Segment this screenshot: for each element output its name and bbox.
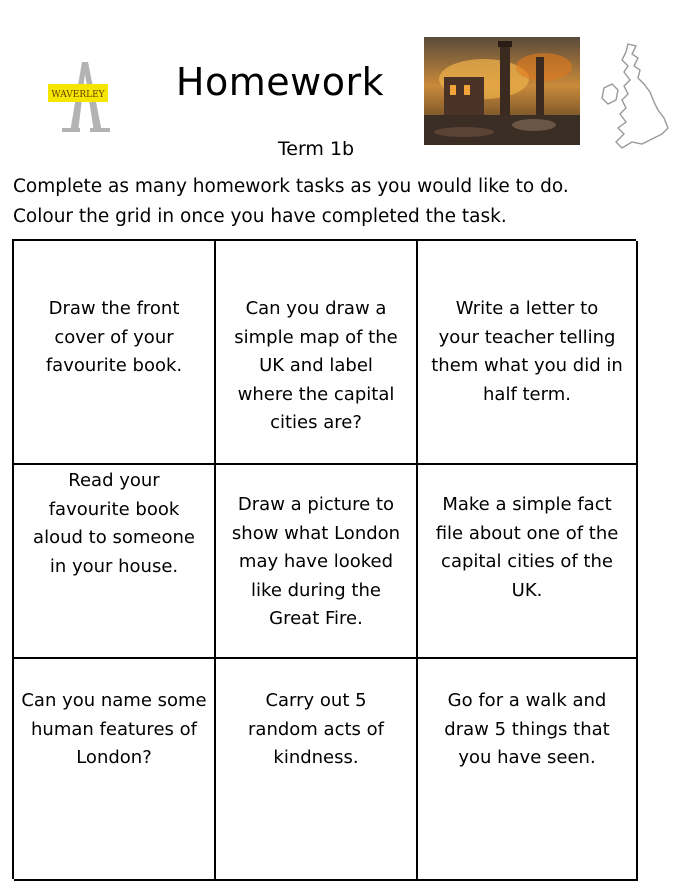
task-cell[interactable] bbox=[216, 659, 418, 881]
task-text: Read your favourite book aloud to someone in your house. bbox=[33, 470, 195, 577]
task-cell[interactable] bbox=[418, 241, 638, 465]
instruction-line: Colour the grid in once you have completed the task. bbox=[13, 206, 507, 227]
school-logo-text: WAVERLEY bbox=[51, 90, 105, 100]
task-text: Draw the front cover of your favourite book. bbox=[45, 298, 183, 376]
task-cell[interactable] bbox=[14, 465, 216, 659]
task-text: Write a letter to your teacher telling them what you did in half term. bbox=[431, 298, 623, 405]
task-cell[interactable] bbox=[418, 465, 638, 659]
instructions bbox=[13, 172, 673, 232]
uk-map-outline bbox=[598, 40, 674, 150]
task-cell[interactable] bbox=[216, 465, 418, 659]
page-title: Homework bbox=[175, 60, 385, 104]
homework-grid bbox=[12, 239, 636, 879]
task-text: Carry out 5 random acts of kindness. bbox=[248, 690, 384, 768]
instruction-line: Complete as many homework tasks as you would like to do. bbox=[13, 176, 569, 197]
task-text: Draw a picture to show what London may have looked like during the Great Fire. bbox=[231, 494, 401, 629]
task-cell[interactable] bbox=[216, 241, 418, 465]
task-text: Can you draw a simple map of the UK and label where the capital cities are? bbox=[234, 298, 398, 433]
school-logo bbox=[48, 54, 120, 134]
task-cell[interactable] bbox=[418, 659, 638, 881]
task-cell[interactable] bbox=[14, 659, 216, 881]
task-text: Make a simple fact file about one of the capital cities of the UK. bbox=[435, 494, 619, 601]
task-text: Go for a walk and draw 5 things that you have seen. bbox=[444, 690, 610, 768]
great-fire-painting bbox=[424, 37, 580, 145]
task-cell[interactable] bbox=[14, 241, 216, 465]
term-label: Term 1b bbox=[277, 138, 355, 160]
task-text: Can you name some human features of London? bbox=[21, 690, 207, 768]
